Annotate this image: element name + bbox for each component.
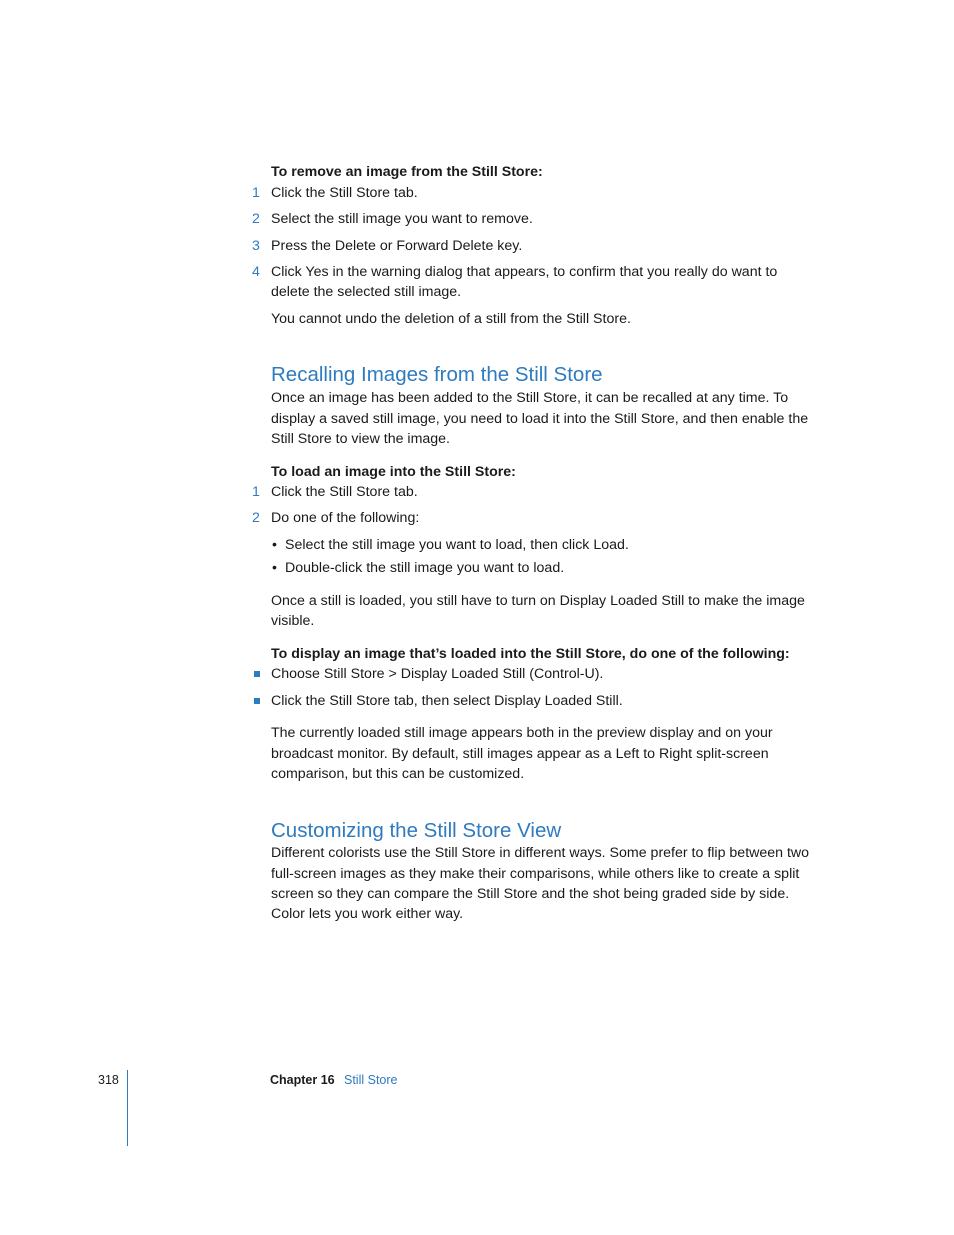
bullet-text: Select the still image you want to load, then click Load. — [285, 537, 629, 553]
page-number: 318 — [98, 1073, 119, 1087]
intro-line: Still Store to view the image. — [271, 431, 450, 447]
load-procedure-heading: To load an image into the Still Store: — [271, 464, 516, 480]
section-title-customizing: Customizing the Still Store View — [271, 819, 562, 842]
remove-procedure-heading: To remove an image from the Still Store: — [271, 164, 543, 180]
square-bullet-icon — [254, 698, 260, 704]
body-line: screen so they can compare the Still Store and the shot being graded side by side. — [271, 886, 790, 902]
step-number: 2 — [252, 510, 260, 526]
footer-rule — [127, 1070, 128, 1146]
step-text: Click the Still Store tab. — [271, 185, 418, 201]
closing-line: comparison, but this can be customized. — [271, 766, 525, 782]
intro-line: display a saved still image, you need to load it into the Still Store, and then enable the — [271, 411, 809, 427]
footer-chapter: Chapter 16 — [270, 1073, 335, 1087]
step-text: Select the still image you want to remove. — [271, 211, 533, 227]
remove-note: You cannot undo the deletion of a still from the Still Store. — [271, 311, 631, 327]
step-number: 1 — [252, 185, 260, 201]
body-line: Different colorists use the Still Store in different ways. Some prefer to flip between two — [271, 845, 810, 861]
body-line: full-screen images as they make their comparisons, while others like to create a split — [271, 866, 800, 882]
step-text: Do one of the following: — [271, 510, 420, 526]
after-load-line: visible. — [271, 613, 315, 629]
square-bullet-icon — [254, 671, 260, 677]
option-text: Click the Still Store tab, then select Display Loaded Still. — [271, 693, 623, 709]
step-text: Click Yes in the warning dialog that appears, to confirm that you really do want to — [271, 264, 778, 280]
step-text: Press the Delete or Forward Delete key. — [271, 238, 523, 254]
step-text: Click the Still Store tab. — [271, 484, 418, 500]
footer-section-link[interactable]: Still Store — [344, 1073, 398, 1087]
section-title-recalling: Recalling Images from the Still Store — [271, 363, 603, 386]
bullet-text: Double-click the still image you want to load. — [285, 560, 565, 576]
bullet-dot: • — [272, 560, 277, 576]
body-line: Color lets you work either way. — [271, 906, 464, 922]
after-load-line: Once a still is loaded, you still have to turn on Display Loaded Still to make the image — [271, 593, 805, 609]
bullet-dot: • — [272, 537, 277, 553]
closing-line: The currently loaded still image appears both in the preview display and on your — [271, 725, 773, 741]
closing-line: broadcast monitor. By default, still images appear as a Left to Right split-screen — [271, 746, 769, 762]
display-procedure-heading: To display an image that’s loaded into the Still Store, do one of the following: — [271, 646, 790, 662]
step-number: 2 — [252, 211, 260, 227]
step-number: 3 — [252, 238, 260, 254]
intro-line: Once an image has been added to the Still Store, it can be recalled at any time. To — [271, 390, 789, 406]
step-number: 4 — [252, 264, 260, 280]
step-text-continued: delete the selected still image. — [271, 284, 462, 300]
step-number: 1 — [252, 484, 260, 500]
option-text: Choose Still Store > Display Loaded Still (Control-U). — [271, 666, 604, 682]
